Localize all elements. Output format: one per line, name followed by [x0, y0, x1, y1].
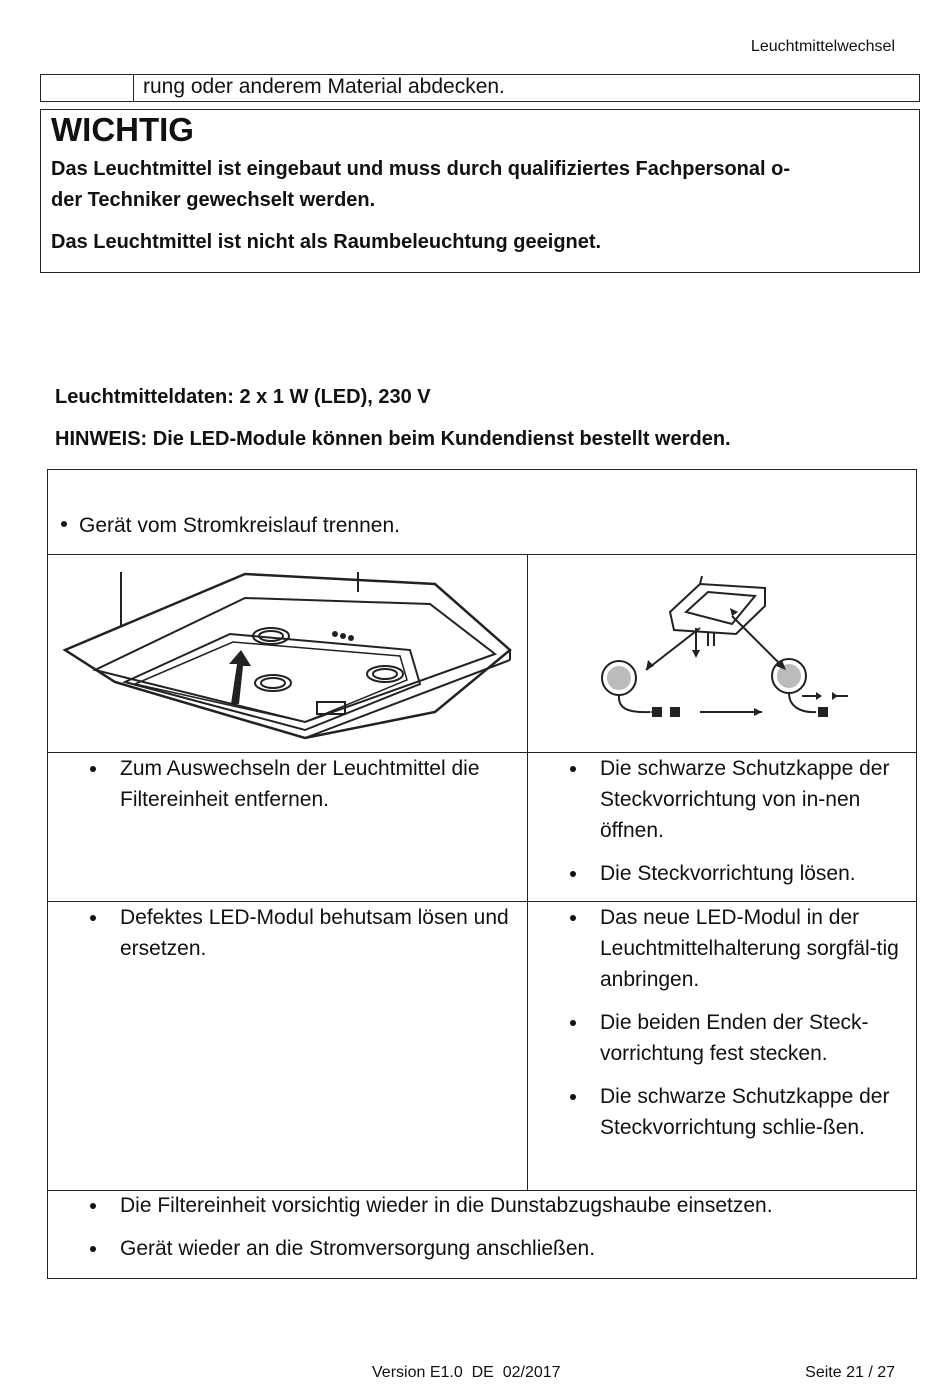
- step-disconnect: Gerät vom Stromkreislauf trennen.: [55, 510, 905, 541]
- row3-left-cell: [48, 902, 523, 976]
- list-item: Die Steckvorrichtung lösen.: [528, 858, 913, 889]
- warning-line-3: Das Leuchtmittel ist nicht als Raumbeleuchtung geeignet.: [51, 231, 602, 253]
- hood-filter-illustration: [55, 562, 520, 748]
- led-plug-illustration: [590, 572, 870, 722]
- row-divider: [47, 554, 917, 555]
- continuation-text: rung oder anderem Material abdecken.: [143, 75, 505, 98]
- list-item: Die beiden Enden der Steck-vorrichtung fest stecken.: [528, 1007, 913, 1069]
- list-item: Zum Auswechseln der Leuchtmittel die Filtereinheit entfernen.: [48, 753, 523, 815]
- lamp-data-line: Leuchtmitteldaten: 2 x 1 W (LED), 230 V: [55, 386, 431, 408]
- table-cell-empty: [40, 74, 134, 102]
- list-item: Das neue LED-Modul in der Leuchtmittelhalterung sorgfäl-tig anbringen.: [528, 902, 913, 995]
- lamp-note-line: HINWEIS: Die LED-Module können beim Kundendienst bestellt werden.: [55, 428, 731, 450]
- list-item: Die schwarze Schutzkappe der Steckvorrichtung von in-nen öffnen.: [528, 753, 913, 846]
- row3-right-cell: [528, 902, 913, 1155]
- warning-line-1: Das Leuchtmittel ist eingebaut und muss durch qualifiziertes Fachpersonal o-: [51, 158, 791, 180]
- row2-right-cell: [528, 753, 913, 901]
- list-item: Die schwarze Schutzkappe der Steckvorrichtung schlie-ßen.: [528, 1081, 913, 1143]
- final-steps-cell: [48, 1190, 913, 1276]
- warning-title: WICHTIG: [51, 111, 194, 148]
- footer-page-number: Seite 21 / 27: [805, 1364, 895, 1381]
- list-item: Defektes LED-Modul behutsam lösen und ersetzen.: [48, 902, 523, 964]
- running-header: Leuchtmittelwechsel: [750, 38, 895, 55]
- footer-version: Version E1.0 DE 02/2017: [372, 1364, 561, 1381]
- list-item: Gerät wieder an die Stromversorgung anschließen.: [48, 1233, 913, 1264]
- warning-line-2: der Techniker gewechselt werden.: [51, 189, 376, 211]
- list-item: Die Filtereinheit vorsichtig wieder in die Dunstabzugshaube einsetzen.: [48, 1190, 913, 1221]
- row2-left-cell: [48, 753, 523, 827]
